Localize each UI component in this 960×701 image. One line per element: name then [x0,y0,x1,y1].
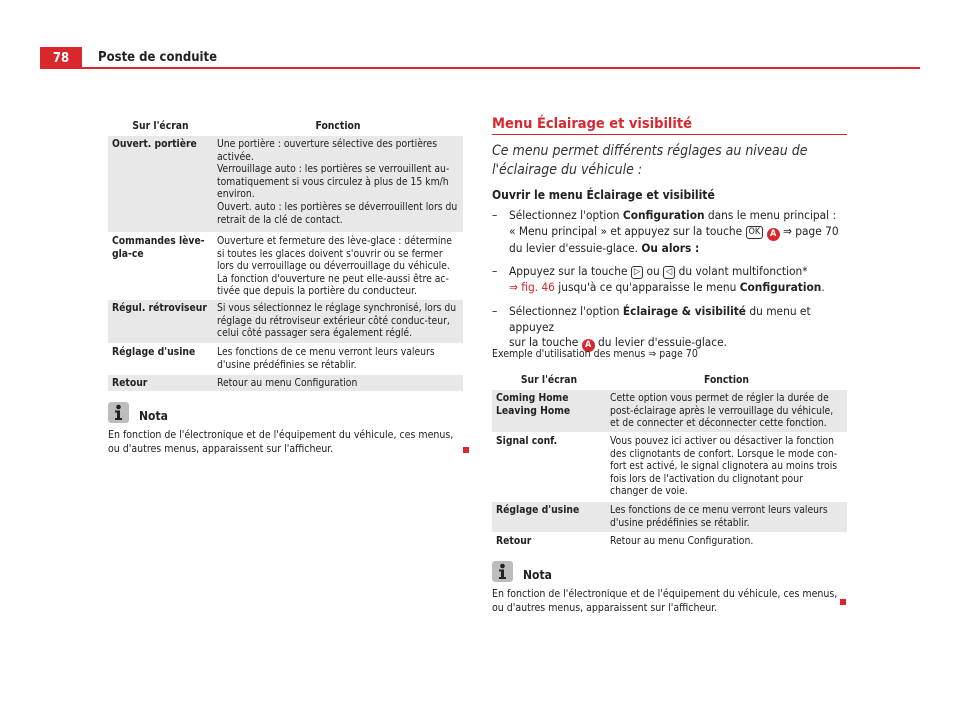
note-text: En fonction de l'électronique et de l'équipement du véhicule, ces menus, ou d'autres menus, apparaissent sur l'afficheur. [492,588,838,614]
step-dash: – [492,304,498,318]
row-desc: Retour au menu Configuration. [610,535,754,547]
table-row [108,299,463,343]
step-dash: – [492,264,498,278]
step-text: du levier d'essuie-glace. [509,240,642,255]
note-title: Nota [523,568,552,582]
table-row [108,135,463,232]
example-reference: Exemple d'utilisation des menus ⇒ page 70 [492,348,698,360]
step-text: ou [643,264,664,278]
left-arrow-key-icon: ◁ [663,266,675,279]
right-note [492,561,852,615]
info-note-icon [108,402,129,423]
section-title: Menu Éclairage et visibilité [492,116,692,132]
info-note-icon [492,561,513,582]
table-row [108,232,463,299]
col-header-function: Fonction [704,373,749,386]
row-desc: Les fonctions de ce menu verront leurs valeurs d'usine prédéfinies se rétablir. [610,504,828,529]
header-rule [82,67,920,69]
step-text: Appuyez sur la touche [509,264,631,278]
step-bold: Configuration [622,208,705,222]
right-settings-table [492,371,847,550]
table-row [492,501,847,532]
row-label: Régul. rétroviseur [112,302,207,314]
table-header [108,117,463,135]
section-rule [492,134,847,135]
step-text: jusqu'à ce qu'apparaisse le menu [554,279,740,294]
row-label: Ouvert. portière [112,138,197,150]
table-row [108,343,463,374]
ok-key-icon: OK [746,226,764,239]
col-header-screen: Sur l'écran [132,119,189,132]
row-desc: Ouverture et fermeture des lève-glace : détermine si toutes les glaces doivent s'ouvrir ou se fermer lors du verrouillage ou déverrouillage du véhicule. La fonction d'ouverture ne peut elle-aussi être ac-tivée que depuis la portière du conducteur. [217,235,452,298]
table-header [492,371,847,389]
row-label: Coming Home Leaving Home [496,392,571,417]
row-desc: Cette option vous permet de régler la durée de post-éclairage après le verrouillage du véhicule, et de connecter et déconnecter cette fonction. [610,392,834,430]
step-text: Sélectionnez l'option [509,304,623,318]
sub-title: Ouvrir le menu Éclairage et visibilité [492,188,715,202]
row-label: Signal conf. [496,435,558,447]
step-text: dans le menu principal : [704,208,837,222]
step-text: Sélectionnez l'option [509,208,623,222]
step-text: du menu et appuyez [509,304,811,334]
step-bold: Éclairage & visibilité [622,304,747,318]
lever-button-a-icon: A [767,228,780,241]
row-desc: Vous pouvez ici activer ou désactiver la fonction des clignotants de confort. Lorsque le mode con-fort est activé, le signal clignotera au moins trois fois lors de l'activation du clignotant pour changer de voie. [610,435,838,498]
row-label: Retour [496,535,532,547]
right-arrow-key-icon: ▷ [631,266,643,279]
row-desc: Retour au menu Configuration [217,377,358,389]
figure-link[interactable]: ⇒ fig. 46 [509,279,555,294]
step-text: « Menu principal » et appuyez sur la touche [509,223,746,238]
row-label: Réglage d'usine [496,504,580,516]
end-of-section-marker [840,599,846,605]
row-desc: Une portière : ouverture sélective des portières activée. Verrouillage auto : les portières se verrouillent au-tomatiquement si vous circulez à plus de 15 km/h environ. Ouvert. auto : les portières se déverrouillent lors du retrait de la clé de contact. [217,138,458,226]
row-label: Réglage d'usine [112,346,196,358]
note-title: Nota [139,409,168,423]
note-text: En fonction de l'électronique et de l'équipement du véhicule, ces menus, ou d'autres menus, apparaissent sur l'afficheur. [108,429,454,455]
col-header-function: Fonction [315,119,361,132]
page-number: 78 [40,47,82,69]
table-row [492,389,847,432]
step-dash: – [492,208,498,222]
table-row [492,432,847,501]
step-bold: Configuration [739,279,822,294]
row-desc: Si vous sélectionnez le réglage synchronisé, lors du réglage du rétroviseur extérieur côté conduc-teur, celui côté passager sera également réglé. [217,302,457,340]
step-text: . [821,279,825,294]
table-row [108,374,463,391]
page-header-title: Poste de conduite [98,50,218,65]
step-text: du volant multifonction* [675,264,808,278]
col-header-screen: Sur l'écran [520,373,578,386]
step-3 [492,304,852,352]
left-settings-table [108,117,463,391]
row-label: Commandes lève-gla-ce [112,235,205,260]
step-1 [492,208,852,256]
left-note [108,402,468,456]
step-bold: Ou alors : [641,240,700,255]
section-intro: Ce menu permet différents réglages au niveau de l'éclairage du véhicule : [492,143,808,178]
row-desc: Les fonctions de ce menu verront leurs valeurs d'usine prédéfinies se rétablir. [217,346,435,371]
lever-button-a-icon: A [582,339,595,352]
table-row [492,532,847,550]
page-ref[interactable]: ⇒ page 70 [779,223,839,238]
row-label: Retour [112,377,148,389]
step-2 [492,264,852,295]
step-text: sur la touche [509,335,582,349]
end-of-section-marker [463,447,469,453]
step-text: du levier d'essuie-glace. [594,335,728,349]
